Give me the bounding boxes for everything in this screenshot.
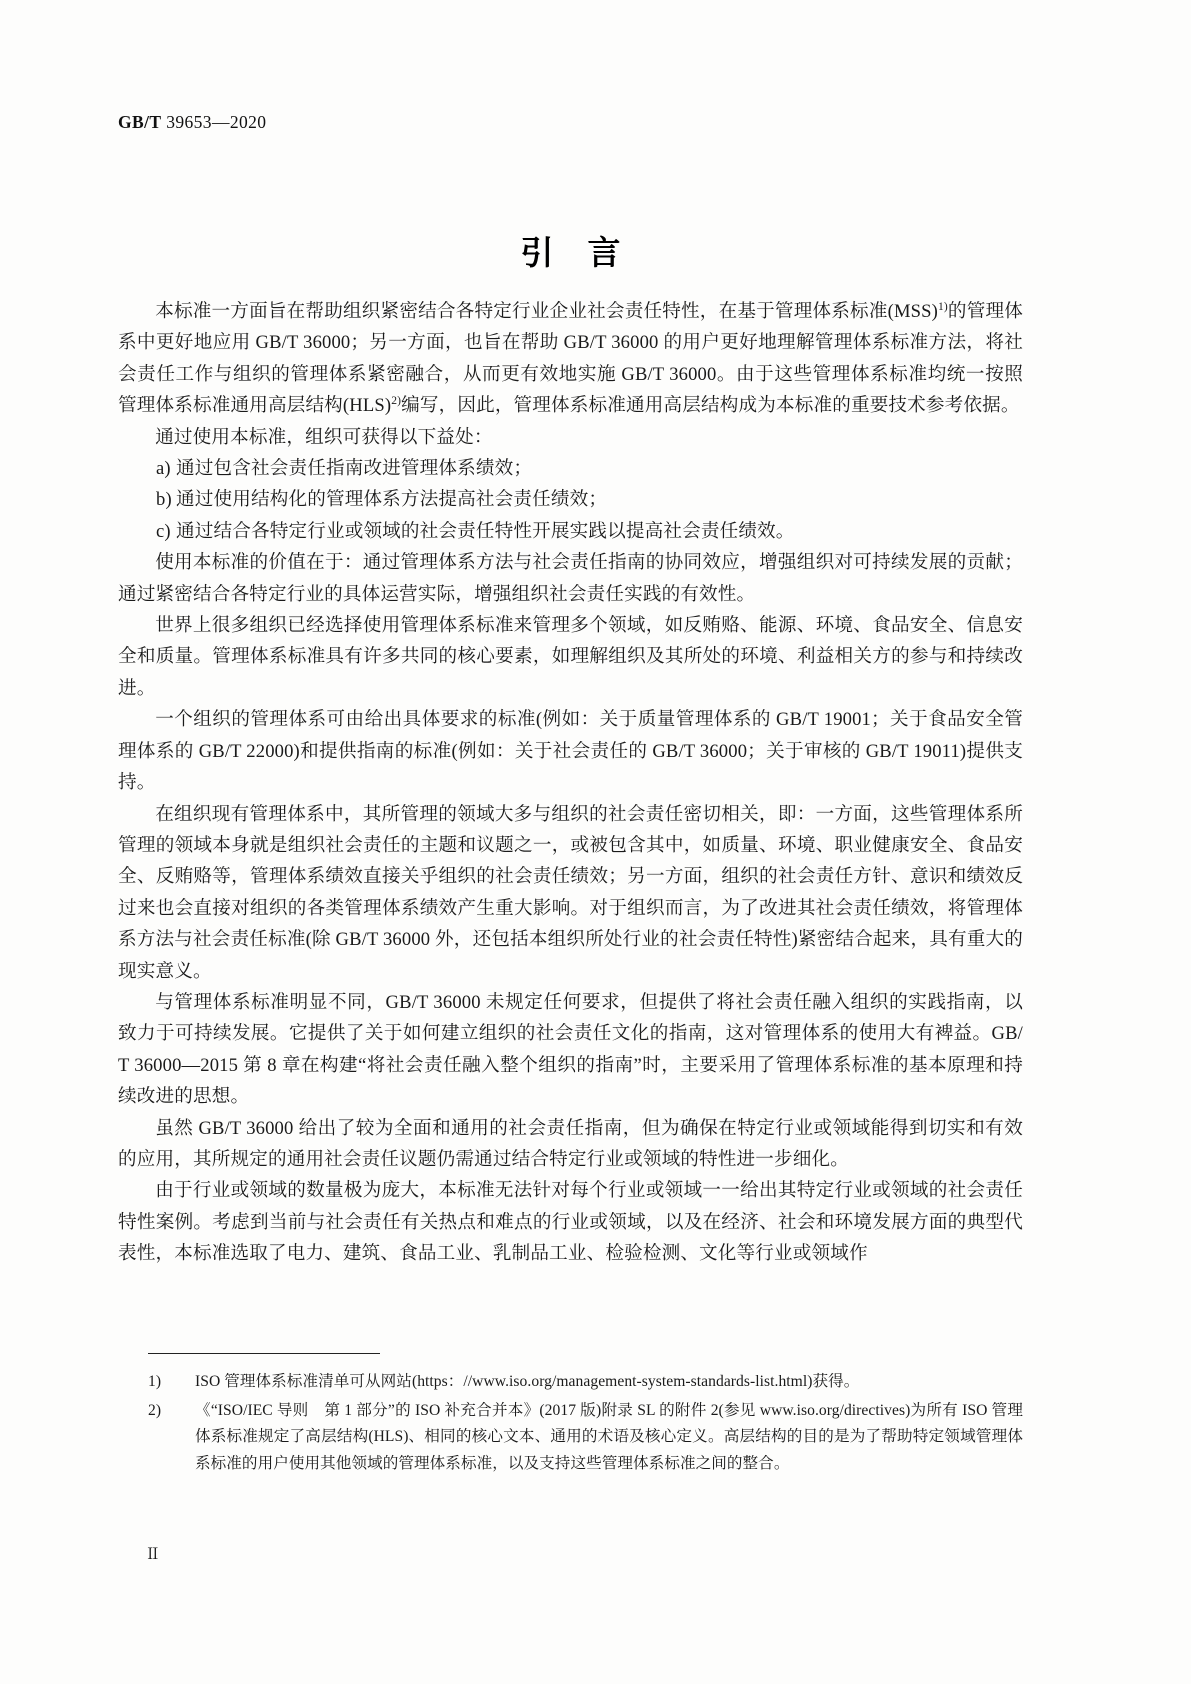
paragraph-existing-systems: 在组织现有管理体系中，其所管理的领域大多与组织的社会责任密切相关，即：一方面，这些管理体系所管理的领域本身就是组织社会责任的主题和议题之一，或被包含其中，如质量、环境、职业健康安全、食品安全、反贿赂等，管理体系绩效直接关乎组织的社会责任绩效；另一方面，组织的社会责任方针、意识和绩效反过来也会直接对组织的各类管理体系绩效产生重大影响。对于组织而言，为了改进其社会责任绩效，将管理体系方法与社会责任标准(除 GB/T 36000 外，还包括本组织所处行业的社会责任特性)紧密结合起来，具有重大的现实意义。 <box>118 803 1023 982</box>
page-number: Ⅱ <box>145 1546 162 1563</box>
standard-code: GB/T <box>118 112 162 132</box>
paragraph-intro <box>118 296 1023 422</box>
paragraph-general-guidance: 虽然 GB/T 36000 给出了较为全面和通用的社会责任指南，但为确保在特定行业或领域能得到切实和有效的应用，其所规定的通用社会责任议题仍需通过结合特定行业或领域的特性进一步细化。 <box>118 1117 1023 1170</box>
footnote-area <box>148 1353 1023 1479</box>
list-item-marker: c) <box>156 520 171 542</box>
list-item <box>118 484 1023 515</box>
document-body <box>118 296 1023 1270</box>
footnote-marker: 1) <box>148 1373 162 1390</box>
footnote-text: ISO 管理体系标准清单可从网站(https：//www.iso.org/management-system-standards-list.html)获得。 <box>195 1373 860 1390</box>
list-item-marker: a) <box>156 458 171 480</box>
footnote-separator-rule <box>148 1353 380 1354</box>
paragraph-gbt36000-difference: 与管理体系标准明显不同，GB/T 36000 未规定任何要求，但提供了将社会责任融入组织的实践指南，以致力于可持续发展。它提供了关于如何建立组织的社会责任文化的指南，这对管理体系的使用大有裨益。GB/T 36000—2015 第 8 章在构建“将社会责任融入整个组织的指南”时，主要采用了管理体系标准的基本原理和持续改进的思想。 <box>118 991 1023 1108</box>
list-item-marker: b) <box>156 489 172 511</box>
paragraph-intro-part2: 的管理体系中更好地应用 GB/T 36000；另一方面，也旨在帮助 GB/T 36000 的用户更好地理解管理体系标准方法，将社会责任工作与组织的管理体系紧密融合，从而更有效地实施 GB/T 36000。由于这些管理体系标准均统一按照管理体系标准通用高层结构(HLS) <box>118 301 1023 417</box>
list-item <box>118 453 1023 484</box>
benefits-list <box>118 453 1023 547</box>
paragraph-benefits-lead: 通过使用本标准，组织可获得以下益处： <box>155 426 493 448</box>
running-header <box>118 112 266 133</box>
paragraph-world-orgs: 世界上很多组织已经选择使用管理体系标准来管理多个领域，如反贿赂、能源、环境、食品安全、信息安全和质量。管理体系标准具有许多共同的核心要素，如理解组织及其所处的环境、利益相关方的参与和持续改进。 <box>118 615 1023 699</box>
list-item-label: 通过包含社会责任指南改进管理体系绩效； <box>176 458 533 480</box>
paragraph-selected-sectors: 由于行业或领域的数量极为庞大，本标准无法针对每个行业或领域一一给出其特定行业或领域的社会责任特性案例。考虑到当前与社会责任有关热点和难点的行业或领域，以及在经济、社会和环境发展方面的典型代表性，本标准选取了电力、建筑、食品工业、乳制品工业、检验检测、文化等行业或领域作 <box>118 1180 1023 1265</box>
standard-number: 39653—2020 <box>166 112 267 132</box>
footnote-ref-1[interactable]: 1) <box>937 300 948 313</box>
footnote-text: 《“ISO/IEC 导则 第 1 部分”的 ISO 补充合并本》(2017 版)附录 SL 的附件 2(参见 www.iso.org/directives)为所有 ISO 管理体系标准规定了高层结构(HLS)、相同的核心文本、通用的术语及核心定义。高层结构的目的是为了帮助特定领域管理体系标准的用户使用其他领域的管理体系标准，以及支持这些管理体系标准之间的整合。 <box>195 1401 1023 1472</box>
paragraph-value: 使用本标准的价值在于：通过管理体系方法与社会责任指南的协同效应，增强组织对可持续发展的贡献；通过紧密结合各特定行业的具体运营实际，增强组织社会责任实践的有效性。 <box>118 552 1023 605</box>
page-content-area <box>118 0 1023 1684</box>
paragraph-intro-part3: 编写，因此，管理体系标准通用高层结构成为本标准的重要技术参考依据。 <box>401 395 1020 417</box>
paragraph-intro-part1: 本标准一方面旨在帮助组织紧密结合各特定行业企业社会责任特性，在基于管理体系标准(MSS) <box>155 301 938 322</box>
footnote <box>148 1398 1023 1478</box>
list-item-label: 通过使用结构化的管理体系方法提高社会责任绩效； <box>176 489 608 511</box>
footnote-marker: 2) <box>148 1401 162 1419</box>
list-item <box>118 516 1023 547</box>
footnote <box>148 1369 1023 1396</box>
list-item-label: 通过结合各特定行业或领域的社会责任特性开展实践以提高社会责任绩效。 <box>176 520 795 542</box>
paragraph-supporting-standards: 一个组织的管理体系可由给出具体要求的标准(例如：关于质量管理体系的 GB/T 19001；关于食品安全管理体系的 GB/T 22000)和提供指南的标准(例如：关于社会责任的 GB/T 36000；关于审核的 GB/T 19011)提供支持。 <box>118 709 1023 794</box>
page-title: 引言 <box>520 233 655 273</box>
footnote-ref-2[interactable]: 2) <box>391 395 402 408</box>
